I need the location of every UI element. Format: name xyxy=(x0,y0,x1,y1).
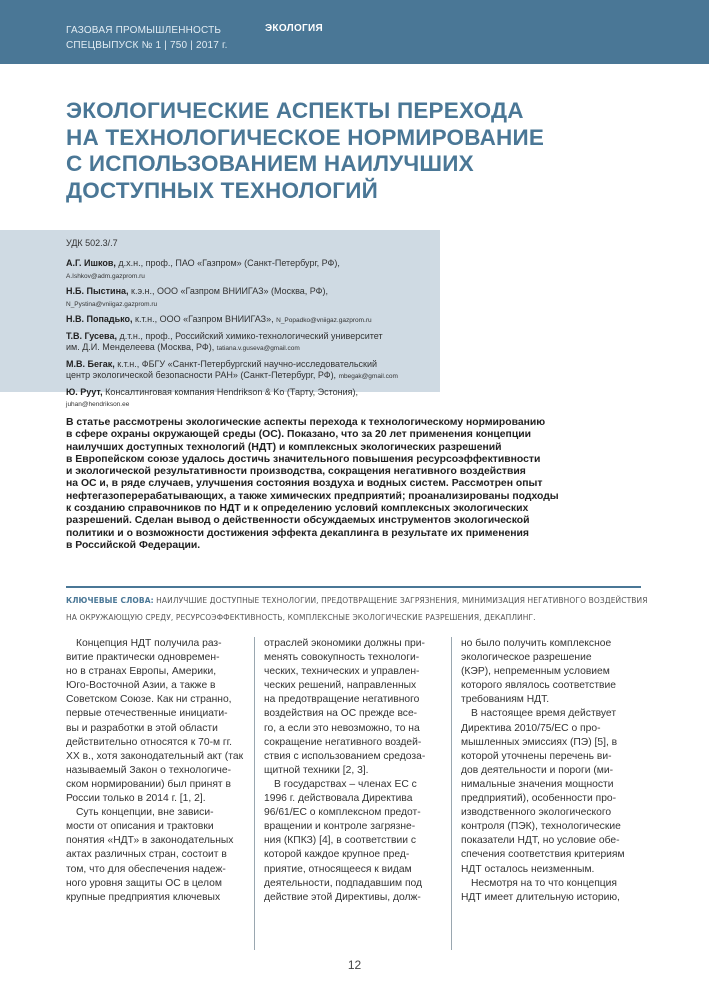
author-entry xyxy=(66,258,436,282)
author-entry xyxy=(66,359,436,383)
body-line: ческих, технических и управлен- xyxy=(264,666,420,678)
page-number: 12 xyxy=(347,958,362,972)
body-line: первые отечественные инициати- xyxy=(66,708,228,720)
body-line: ствия с использованием средоза- xyxy=(264,750,426,762)
body-line: экологическое разрешение xyxy=(461,652,592,664)
body-line: вращении и контроле загрязне- xyxy=(264,821,416,833)
title-line: ЭКОЛОГИЧЕСКИЕ АСПЕКТЫ ПЕРЕХОДА xyxy=(66,98,524,123)
abstract-line: на ОС и, в ряде случаев, улучшения состояния воздуха и водных систем. Рассмотрен опыт xyxy=(66,478,543,490)
body-line: действительно относятся к 70-м гг. xyxy=(66,736,233,748)
title-line: ДОСТУПНЫХ ТЕХНОЛОГИЙ xyxy=(66,177,379,203)
abstract-line: разрешений. Сделан вывод о действенности обсуждаемых инструментов экологической xyxy=(66,515,530,527)
body-line: актах различных стран, состоит в xyxy=(66,849,227,861)
body-line: В государствах – членах ЕС с xyxy=(274,778,417,790)
author-name: М.В. Бегак, xyxy=(66,358,115,369)
body-column-3 xyxy=(461,637,639,905)
author-entry xyxy=(66,387,436,411)
body-line: воздействия на ОС прежде все- xyxy=(264,708,418,720)
body-line: го, а если это невозможно, то на xyxy=(264,722,420,734)
author-entry xyxy=(66,314,436,327)
body-line: ческих решений, направленных xyxy=(264,680,417,692)
keywords-divider xyxy=(66,586,641,588)
journal-name: ГАЗОВАЯ ПРОМЫШЛЕННОСТЬ xyxy=(66,25,222,36)
body-line: НДТ имеет длительную историю, xyxy=(461,891,620,903)
body-line: спечения соответствия критериям xyxy=(461,849,625,861)
body-line: щитной техники [2, 3]. xyxy=(264,764,369,776)
body-line: XX в., хотя законодательный акт (так xyxy=(66,750,244,762)
abstract-line: в Европейском союзе удалось достичь значительного повышения ресурсоэффективности xyxy=(66,453,541,465)
udk-code: УДК 502.3/.7 xyxy=(66,238,118,248)
author-email: tatiana.v.guseva@gmail.com xyxy=(216,345,300,352)
author-email: N_Pystina@vniigaz.gazprom.ru xyxy=(66,300,158,308)
author-entry xyxy=(66,331,436,355)
body-column-2 xyxy=(264,637,442,905)
body-line: понятия «НДТ» в законодательных xyxy=(66,835,234,847)
body-line: России только в 2014 г. [1, 2]. xyxy=(66,793,206,805)
body-line: требованиям НДТ. xyxy=(461,694,550,706)
column-divider-1 xyxy=(254,637,255,950)
body-line: витие практически одновремен- xyxy=(66,652,220,664)
author-affiliation: к.э.н., ООО «Газпром ВНИИГАЗ» (Москва, РФ), xyxy=(128,286,329,296)
author-affiliation: к.т.н., ФБГУ «Санкт-Петербургский научно-исследовательский xyxy=(114,358,378,369)
body-line: изводственного экологического xyxy=(461,807,612,819)
keywords xyxy=(66,592,648,626)
author-affiliation: д.т.н., проф., Российский химико-технологический университет xyxy=(116,330,383,341)
body-line: Директива 2010/75/ЕС о про- xyxy=(461,722,601,734)
body-line: том, что для обеспечения надеж- xyxy=(66,863,226,875)
body-line: ного уровня защиты ОС в целом xyxy=(66,877,222,889)
author-affiliation: к.т.н., ООО «Газпром ВНИИГАЗ», xyxy=(132,314,277,324)
body-line: но в странах Европы, Америки, xyxy=(66,666,217,678)
abstract-line: политики и о возможности достижения эффекта декаплинга в результате их применения xyxy=(66,527,529,539)
body-line: ния (КПКЗ) [4], в соответствии с xyxy=(264,835,416,847)
body-line: (КЭР), непременным условием xyxy=(461,666,610,678)
keywords-label: КЛЮЧЕВЫЕ СЛОВА: xyxy=(66,596,154,605)
body-line: показатели НДТ, но условие обе- xyxy=(461,835,620,847)
body-line: Суть концепции, вне зависи- xyxy=(76,807,214,819)
abstract-line: В статье рассмотрены экологические аспекты перехода к технологическому нормированию xyxy=(66,417,546,428)
author-name: Н.Б. Пыстина, xyxy=(66,286,129,296)
body-line: приятие, относящееся к видам xyxy=(264,863,412,875)
body-line: В настоящее время действует xyxy=(471,708,617,720)
title-line: С ИСПОЛЬЗОВАНИЕМ НАИЛУЧШИХ xyxy=(66,151,474,176)
author-affiliation-cont: центр экологической безопасности РАН» (Санкт-Петербург, РФ), xyxy=(66,370,339,380)
keywords-line-2: НА ОКРУЖАЮЩУЮ СРЕДУ, РЕСУРСОЭФФЕКТИВНОСТЬ, КОМПЛЕКСНЫЕ ЭКОЛОГИЧЕСКИЕ РАЗРЕШЕНИЯ, ДЕКАПЛИНГ. xyxy=(66,613,536,622)
body-line: на предотвращение негативного xyxy=(264,694,420,706)
body-line: сокращение негативного воздей- xyxy=(264,736,422,748)
author-list xyxy=(66,258,436,415)
author-name: А.Г. Ишков, xyxy=(66,258,116,268)
author-email: juhan@hendrikson.ee xyxy=(66,401,130,408)
author-name: Н.В. Попадько, xyxy=(66,314,133,324)
body-line: мышленных эмиссиях (ПЭ) [5], в xyxy=(461,736,618,748)
author-entry xyxy=(66,286,436,310)
body-line: которой каждое крупное пред- xyxy=(264,849,410,861)
author-email: mbegak@gmail.com xyxy=(338,373,398,380)
author-name: Ю. Руут, xyxy=(66,386,103,397)
body-line: мости от описания и трактовки xyxy=(66,821,214,833)
body-line: нимальные значения мощности xyxy=(461,778,614,790)
body-line: дов деятельности и пороги (ми- xyxy=(461,764,614,776)
author-name: Т.В. Гусева, xyxy=(66,330,117,341)
body-line: крупные предприятия ключевых xyxy=(66,891,221,903)
body-line: называемый Закон о технологиче- xyxy=(66,764,232,776)
keywords-line-1: НАИЛУЧШИЕ ДОСТУПНЫЕ ТЕХНОЛОГИИ, ПРЕДОТВРАЩЕНИЕ ЗАГРЯЗНЕНИЯ, МИНИМИЗАЦИЯ НЕГАТИВНОГО ВОЗДЕЙСТВИЯ xyxy=(153,596,648,605)
body-line: менять совокупность технологи- xyxy=(264,652,420,664)
abstract-line: и экологической результативности производства, сокращения негативного воздействия xyxy=(66,466,526,478)
author-affiliation: д.х.н., проф., ПАО «Газпром» (Санкт-Петербург, РФ), xyxy=(115,258,340,268)
body-line: контроля (ПЭК), технологические xyxy=(461,821,621,833)
body-line: деятельности, подпадавшим под xyxy=(264,877,423,889)
body-line: Советском Союзе. Как ни странно, xyxy=(66,694,232,706)
body-line: НДТ осталось неизменным. xyxy=(461,863,595,875)
body-line: 96/61/ЕС о комплексном предот- xyxy=(264,807,421,819)
title-line: НА ТЕХНОЛОГИЧЕСКОЕ НОРМИРОВАНИЕ xyxy=(66,124,545,150)
abstract-line: в сфере охраны окружающей среды (ОС). Показано, что за 20 лет применения концепции xyxy=(66,429,531,441)
body-line: ском нормировании) был принят в xyxy=(66,778,231,790)
abstract xyxy=(66,417,636,552)
body-line: которого являлось соответствие xyxy=(461,680,616,692)
body-line: отраслей экономики должны при- xyxy=(264,638,425,649)
journal-info xyxy=(66,23,228,53)
section-label: ЭКОЛОГИЯ xyxy=(265,23,323,34)
body-line: 1996 г. действовала Директива xyxy=(264,793,413,805)
body-column-1 xyxy=(66,637,244,905)
body-line: Юго-Восточной Азии, а также в xyxy=(66,680,216,692)
body-line: вы и разработки в этой области xyxy=(66,722,218,734)
author-email: A.Ishkov@adm.gazprom.ru xyxy=(66,272,145,280)
body-line: предприятий), особенности про- xyxy=(461,793,617,805)
abstract-line: нефтегазоперерабатывающих, а также химических предприятий; проанализированы подходы xyxy=(66,490,559,502)
body-line: которой уточнены перечень ви- xyxy=(461,750,612,762)
abstract-line: к созданию справочников по НДТ и к определению условий комплексных экологических xyxy=(66,503,529,515)
abstract-line: в Российской Федерации. xyxy=(66,539,201,551)
article-title xyxy=(66,98,626,204)
author-affiliation: Консалтинговая компания Hendrikson & Ko (Тарту, Эстония), xyxy=(102,386,358,397)
author-email: N_Popadko@vniigaz.gazprom.ru xyxy=(276,317,372,324)
column-divider-2 xyxy=(451,637,452,950)
body-line: действие этой Директивы, долж- xyxy=(264,891,421,903)
author-affiliation-cont: им. Д.И. Менделеева (Москва, РФ), xyxy=(66,342,217,352)
body-line: Несмотря на то что концепция xyxy=(471,877,618,889)
abstract-line: наилучших доступных технологий (НДТ) и комплексных экологических разрешений xyxy=(66,441,502,453)
body-line: Концепция НДТ получила раз- xyxy=(76,638,222,649)
journal-issue: СПЕЦВЫПУСК № 1 | 750 | 2017 г. xyxy=(66,40,228,51)
body-line: но было получить комплексное xyxy=(461,638,612,649)
